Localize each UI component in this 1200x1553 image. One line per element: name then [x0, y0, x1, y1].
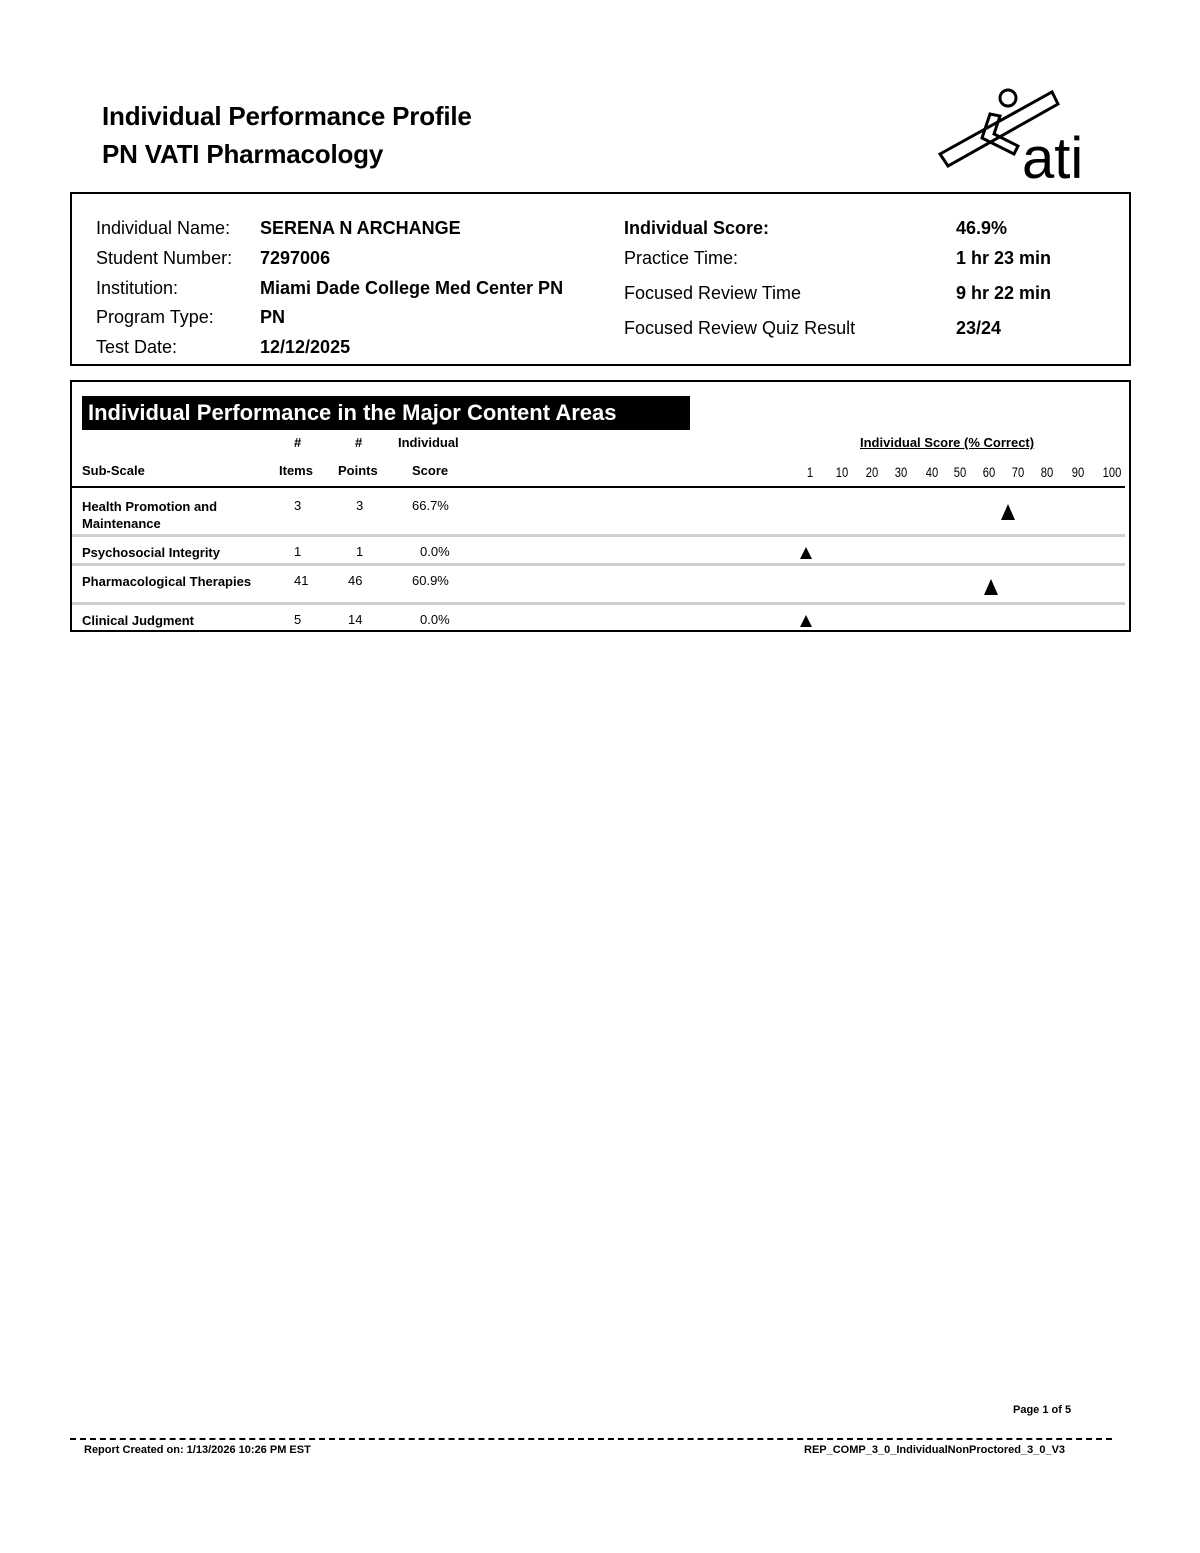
header-individual: Individual	[398, 435, 459, 450]
section-banner: Individual Performance in the Major Content Areas	[82, 396, 690, 430]
header-subscale: Sub-Scale	[82, 463, 145, 478]
report-created: Report Created on: 1/13/2026 10:26 PM EST	[84, 1444, 311, 1456]
row-items: 1	[294, 544, 302, 559]
value-practice-time: 1 hr 23 min	[956, 248, 1052, 268]
header-scale-title: Individual Score (% Correct)	[860, 435, 1035, 450]
row-items: 41	[294, 573, 309, 588]
footer-divider	[70, 1438, 1112, 1440]
row-divider	[72, 602, 1125, 605]
value-individual-score: 46.9%	[956, 218, 1008, 238]
scale-tick: 30	[894, 464, 908, 480]
scale-tick: 100	[1102, 464, 1122, 480]
row-divider	[72, 563, 1125, 566]
label-institution: Institution:	[96, 278, 179, 298]
info-row-name	[96, 218, 230, 239]
page-title: Individual Performance Profile	[102, 101, 472, 131]
label-focused-review-time: Focused Review Time	[624, 283, 802, 303]
scale-tick: 50	[953, 464, 967, 480]
page-number: Page 1 of 5	[1013, 1404, 1072, 1416]
row-items: 5	[294, 612, 302, 627]
value-program-type: PN	[260, 307, 286, 327]
value-student-number: 7297006	[260, 248, 331, 268]
row-score: 60.9%	[412, 573, 449, 588]
value-individual-name: SERENA N ARCHANGE	[260, 218, 461, 238]
header-rule	[72, 486, 1125, 488]
row-items: 3	[294, 498, 302, 513]
header-items: Items	[279, 463, 313, 478]
label-test-date: Test Date:	[96, 337, 178, 357]
score-marker	[800, 615, 812, 627]
row-score: 0.0%	[420, 612, 450, 627]
page-subtitle: PN VATI Pharmacology	[102, 139, 384, 169]
row-subscale: Psychosocial Integrity	[82, 545, 220, 560]
row-subscale: Pharmacological Therapies	[82, 574, 252, 589]
label-individual-name: Individual Name:	[96, 218, 231, 238]
row-score: 66.7%	[412, 498, 449, 513]
label-student-number: Student Number:	[96, 248, 233, 268]
scale-tick: 90	[1071, 464, 1085, 480]
header-points: Points	[338, 463, 378, 478]
value-test-date: 12/12/2025	[260, 337, 351, 357]
header-points-hash: #	[355, 435, 363, 450]
scale-tick: 1	[806, 464, 814, 480]
label-program-type: Program Type:	[96, 307, 214, 327]
value-focused-review-quiz: 23/24	[956, 318, 1002, 338]
row-points: 3	[356, 498, 364, 513]
ati-logo	[930, 84, 1110, 184]
row-subscale: Health Promotion and Maintenance	[82, 499, 218, 531]
label-individual-score: Individual Score:	[624, 218, 770, 238]
value-institution: Miami Dade College Med Center PN	[260, 278, 564, 298]
score-marker	[984, 579, 998, 595]
student-info-panel	[70, 192, 1131, 366]
scale-tick: 60	[982, 464, 996, 480]
row-points: 1	[356, 544, 364, 559]
label-focused-review-quiz: Focused Review Quiz Result	[624, 318, 856, 338]
scale-tick: 70	[1011, 464, 1025, 480]
report-code: REP_COMP_3_0_IndividualNonProctored_3_0_V3	[804, 1444, 1066, 1456]
scale-tick: 10	[835, 464, 849, 480]
score-marker	[800, 547, 812, 559]
logo-text: ati	[1022, 126, 1084, 184]
row-divider	[72, 534, 1125, 537]
scale-tick: 40	[925, 464, 939, 480]
score-marker	[1001, 504, 1015, 520]
row-score: 0.0%	[420, 544, 450, 559]
row-points: 14	[348, 612, 363, 627]
header-score: Score	[412, 463, 449, 478]
content-areas-panel	[70, 380, 1131, 632]
scale-tick: 20	[865, 464, 879, 480]
scale-tick: 80	[1040, 464, 1054, 480]
value-focused-review-time: 9 hr 22 min	[956, 283, 1052, 303]
row-points: 46	[348, 573, 363, 588]
label-practice-time: Practice Time:	[624, 248, 739, 268]
header-items-hash: #	[294, 435, 302, 450]
row-subscale: Clinical Judgment	[82, 613, 194, 628]
